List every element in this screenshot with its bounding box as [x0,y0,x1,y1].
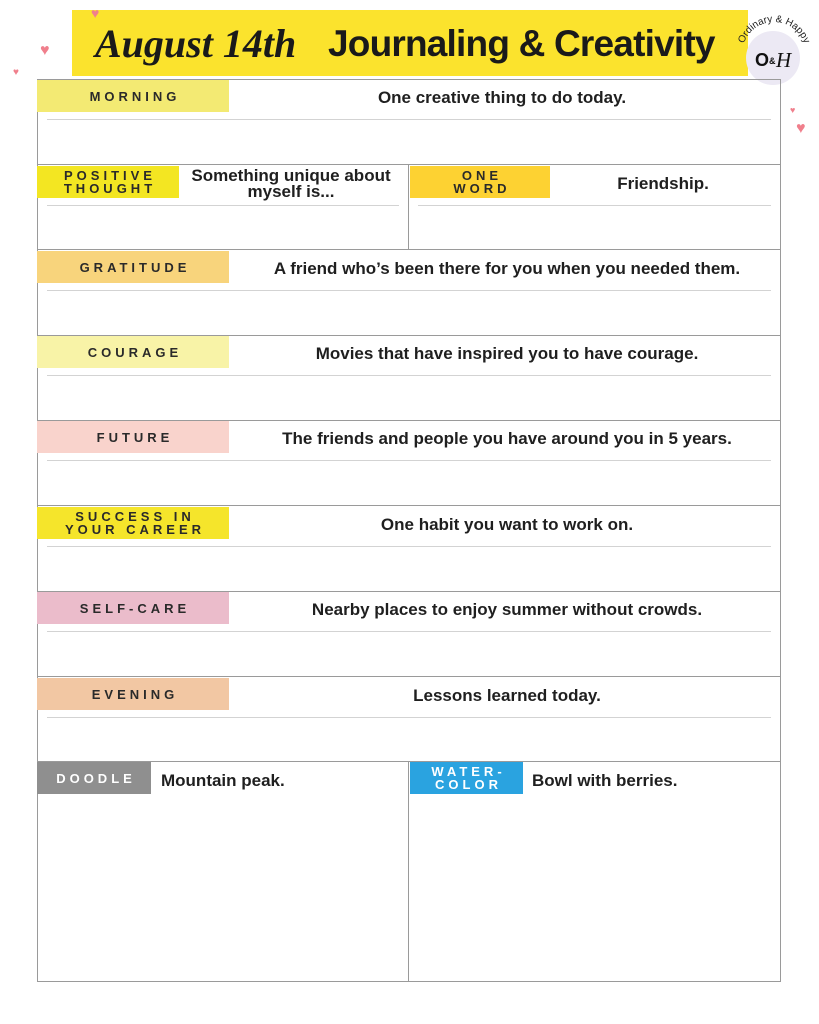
column-divider [408,164,409,249]
heart-icon: ♥ [91,5,100,21]
watercolor-label-line1: WATER- [431,764,506,779]
row-divider [37,249,781,250]
ordinary-happy-logo [734,14,812,86]
one-word-label-line1: ONE [461,168,503,183]
writing-line [47,460,771,461]
success-career-label-line1: SUCCESS IN [75,509,195,524]
morning-prompt: One creative thing to do today. [377,88,627,107]
success-career-label-line2: YOUR CAREER [64,522,206,537]
writing-line [47,290,771,291]
gratitude-prompt: A friend who’s been there for you when you needed them. [273,259,741,278]
future-prompt: The friends and people you have around you in 5 years. [282,429,732,448]
writing-line [47,717,771,718]
writing-line [47,205,399,206]
page-title: Journaling & Creativity [328,23,715,64]
doodle-label: DOODLE [37,762,151,794]
self-care-label: SELF-CARE [37,592,229,624]
watercolor-prompt: Bowl with berries. [532,771,678,790]
writing-line [47,631,771,632]
heart-icon: ♥ [13,67,19,78]
positive-thought-prompt: Something unique about myself is... [191,166,391,201]
evening-label: EVENING [37,678,229,710]
heart-icon: ♥ [790,105,796,115]
row-divider [37,164,781,165]
future-label: FUTURE [37,421,229,453]
courage-prompt: Movies that have inspired you to have courage. [315,344,699,363]
logo-monogram-h: H [776,48,792,72]
morning-label: MORNING [37,80,229,112]
positive-thought-label [37,166,179,198]
self-care-prompt: Nearby places to enjoy summer without crowds. [311,600,703,619]
one-word-label-line2: WORD [453,181,511,196]
writing-line [418,205,771,206]
courage-label: COURAGE [37,336,229,368]
success-career-label [37,507,229,539]
column-divider [408,761,409,982]
writing-line [47,546,771,547]
one-word-label [410,166,550,198]
writing-line [47,119,771,120]
doodle-prompt: Mountain peak. [161,771,285,790]
writing-line [47,375,771,376]
gratitude-label: GRATITUDE [37,251,229,283]
watercolor-label-line2: COLOR [435,777,502,792]
evening-prompt: Lessons learned today. [413,686,601,705]
watercolor-label [410,762,523,794]
logo-monogram-o: O [755,50,770,70]
positive-thought-label-line2: THOUGHT [63,181,157,196]
positive-thought-label-line1: POSITIVE [64,168,156,183]
row-divider [37,676,781,677]
one-word-prompt: Friendship. [617,174,709,193]
heart-icon: ♥ [40,42,50,59]
heart-icon: ♥ [796,120,806,137]
page-date: August 14th [95,21,297,66]
logo-text: Ordinary & Happy [736,14,812,45]
logo-monogram-amp: & [769,56,776,66]
success-career-prompt: One habit you want to work on. [380,515,634,534]
row-divider [37,505,781,506]
